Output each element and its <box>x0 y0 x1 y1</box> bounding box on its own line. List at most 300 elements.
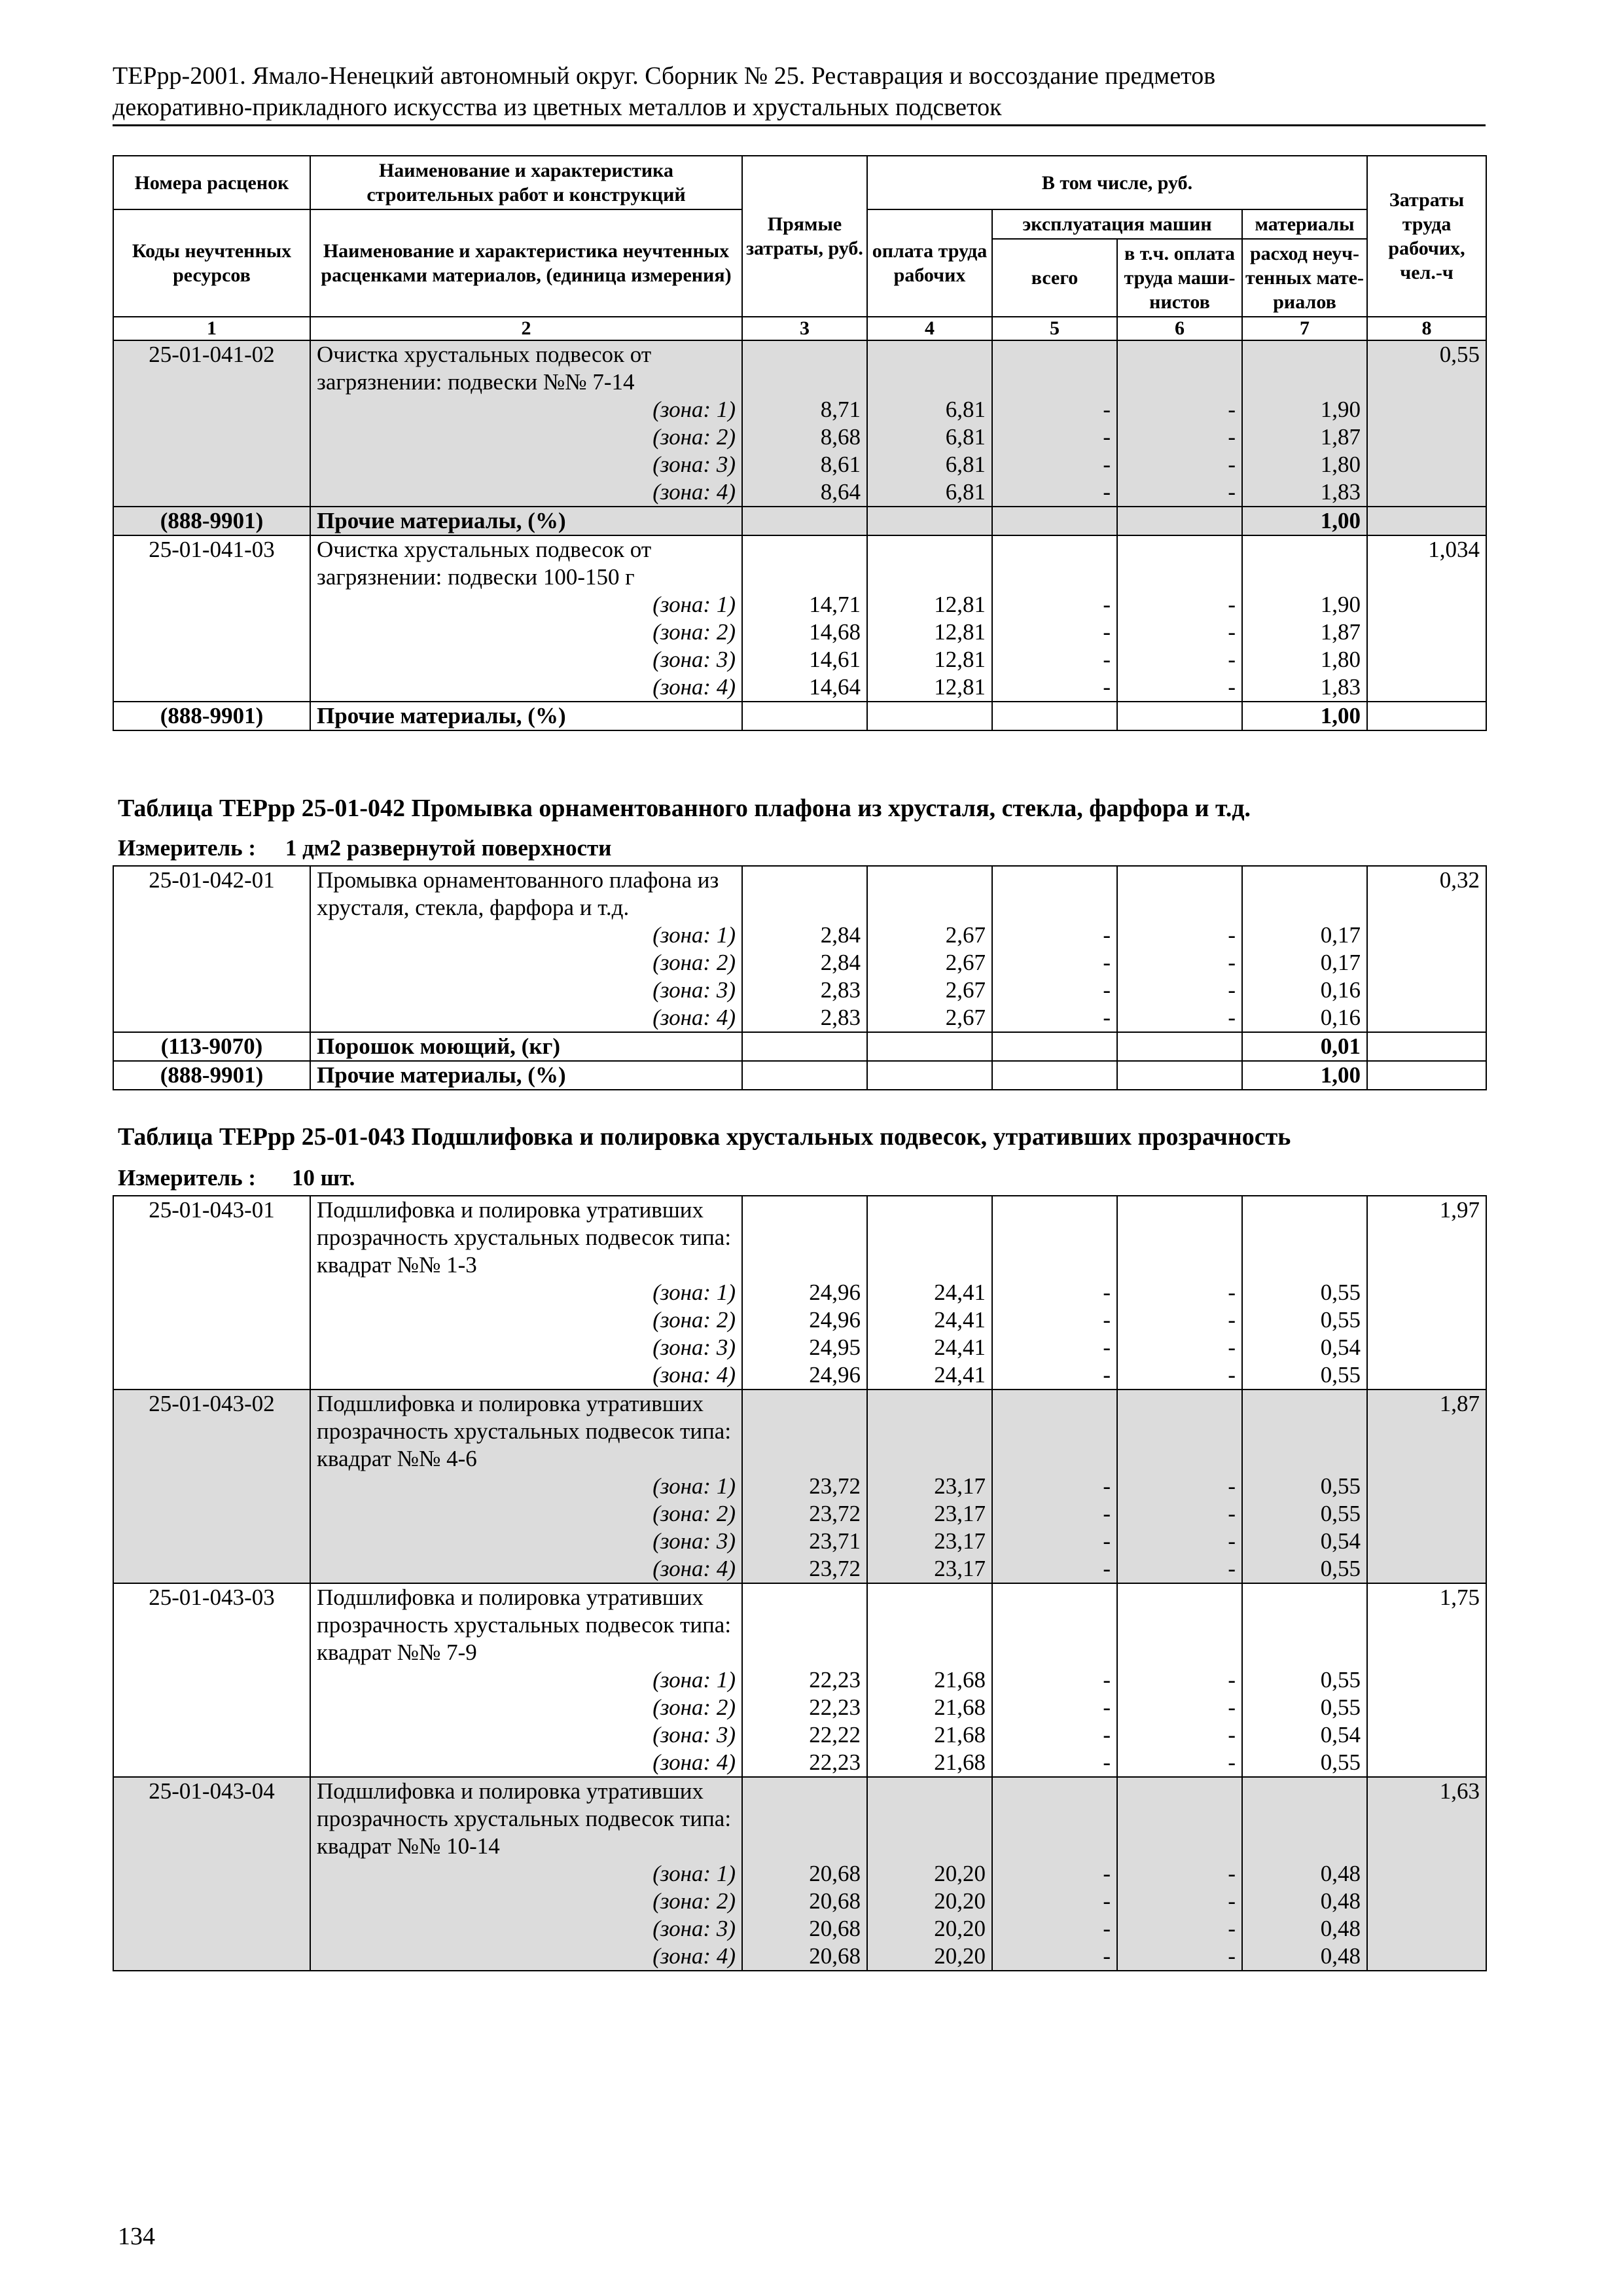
zone-value: - <box>1103 1556 1111 1581</box>
zone-value: - <box>1103 1473 1111 1499</box>
zone-value: 23,72 <box>809 1473 861 1499</box>
rates-table-042 <box>113 865 1487 1090</box>
zone-value: 0,48 <box>1320 1943 1361 1969</box>
name-spacer <box>999 1390 1111 1473</box>
rate-name: Очистка хрустальных подвесок от загрязнении: подвески 100-150 г <box>317 537 652 590</box>
rate-row <box>113 535 1486 702</box>
zone-label: (зона: 2) <box>652 1888 736 1914</box>
zone-value: 21,68 <box>934 1749 986 1775</box>
direct-cost <box>742 866 867 1032</box>
name-spacer <box>999 1778 1111 1860</box>
zone-value: 20,68 <box>809 1861 861 1886</box>
zone-label: (зона: 4) <box>652 1943 736 1969</box>
zone-value: - <box>1228 977 1236 1003</box>
materials-cost <box>1242 866 1367 1032</box>
zone-label: (зона: 3) <box>652 1528 736 1554</box>
zone-value: - <box>1228 1005 1236 1030</box>
machines-total <box>992 1390 1117 1583</box>
column-number: 7 <box>1242 317 1367 340</box>
materials-cost <box>1242 1777 1367 1971</box>
zone-value: 0,55 <box>1320 1556 1361 1581</box>
zone-label: (зона: 3) <box>652 977 736 1003</box>
zone-value: 1,83 <box>1320 479 1361 505</box>
rate-description <box>310 1390 742 1583</box>
zone-value: 0,55 <box>1320 1749 1361 1775</box>
header-line-1: ТЕРрр-2001. Ямало-Ненецкий автономный округ. Сборник № 25. Реставрация и воссоздание предметов <box>113 62 1216 90</box>
machines-labor <box>1117 1390 1242 1583</box>
empty-cell <box>992 702 1117 730</box>
rate-description <box>310 1196 742 1390</box>
rate-description <box>310 535 742 702</box>
machines-labor <box>1117 1777 1242 1971</box>
zone-value: 6,81 <box>945 452 986 477</box>
zone-value: - <box>1228 452 1236 477</box>
col-code-bottom: Коды неучтенных ресурсов <box>113 209 310 317</box>
zone-value: 0,54 <box>1320 1722 1361 1748</box>
name-spacer <box>1249 1778 1361 1860</box>
machines-total <box>992 1583 1117 1777</box>
col-machines: эксплуатация машин <box>992 209 1242 239</box>
page-number: 134 <box>118 2223 155 2250</box>
zone-value: 22,23 <box>809 1749 861 1775</box>
direct-cost <box>742 1777 867 1971</box>
name-spacer <box>1124 341 1236 396</box>
header-rule <box>113 124 1486 126</box>
zone-value: 21,68 <box>934 1695 986 1720</box>
zone-label: (зона: 2) <box>652 1501 736 1526</box>
zone-value: - <box>1228 950 1236 975</box>
column-number: 3 <box>742 317 867 340</box>
name-spacer <box>1249 867 1361 922</box>
empty-cell <box>1367 1061 1486 1090</box>
material-amount: 1,00 <box>1242 507 1367 535</box>
zone-value: 0,55 <box>1320 1501 1361 1526</box>
materials-cost <box>1242 340 1367 507</box>
machines-total <box>992 340 1117 507</box>
zone-value: 23,17 <box>934 1528 986 1554</box>
name-spacer <box>749 536 861 591</box>
zone-value: - <box>1103 977 1111 1003</box>
zone-value: 14,64 <box>809 674 861 700</box>
zone-value: 8,61 <box>820 452 861 477</box>
direct-cost <box>742 1583 867 1777</box>
zone-value: - <box>1228 674 1236 700</box>
zone-value: 6,81 <box>945 424 986 450</box>
material-row <box>113 702 1486 730</box>
zone-value: - <box>1228 619 1236 645</box>
table-042-caption: Таблица ТЕРрр 25-01-042 Промывка орнаментованного плафона из хрусталя, стекла, фарфора и т.д. <box>118 795 1251 822</box>
rate-code: 25-01-043-04 <box>113 1777 310 1971</box>
zone-value: 0,55 <box>1320 1362 1361 1388</box>
zone-value: - <box>1103 1501 1111 1526</box>
zone-value: 0,16 <box>1320 977 1361 1003</box>
material-row <box>113 1032 1486 1061</box>
name-spacer <box>1249 341 1361 396</box>
name-spacer <box>1124 1196 1236 1279</box>
header-line-2: декоративно-прикладного искусства из цветных металлов и хрустальных подсветок <box>113 94 1002 121</box>
rates-table-041 <box>113 155 1487 731</box>
column-number: 5 <box>992 317 1117 340</box>
col-name-top: Наименование и характеристика строительных работ и конструкций <box>310 156 742 209</box>
zone-value: 24,41 <box>934 1280 986 1305</box>
zone-value: - <box>1103 1005 1111 1030</box>
zone-value: - <box>1103 1528 1111 1554</box>
machines-total <box>992 1196 1117 1390</box>
material-code: (888-9901) <box>113 507 310 535</box>
material-amount: 1,00 <box>1242 1061 1367 1090</box>
column-number: 6 <box>1117 317 1242 340</box>
zone-value: 23,71 <box>809 1528 861 1554</box>
col-labor: оплата труда рабочих <box>867 209 992 317</box>
rate-name: Подшлифовка и полировка утративших прозрачность хрустальных подвесок типа: квадрат №№ 10-14 <box>317 1778 732 1859</box>
rate-code: 25-01-041-02 <box>113 340 310 507</box>
zone-value: - <box>1228 1888 1236 1914</box>
zone-label: (зона: 4) <box>652 1005 736 1030</box>
col-materials-exp: расход неуч-тенных мате-риалов <box>1242 239 1367 317</box>
zone-value: - <box>1228 647 1236 672</box>
zone-value: 1,80 <box>1320 452 1361 477</box>
zone-value: 8,68 <box>820 424 861 450</box>
zone-value: - <box>1228 1473 1236 1499</box>
zone-label: (зона: 3) <box>652 1916 736 1941</box>
zone-value: 24,41 <box>934 1335 986 1360</box>
zone-value: - <box>1228 1501 1236 1526</box>
zone-value: - <box>1103 1307 1111 1333</box>
direct-cost <box>742 340 867 507</box>
zone-value: 23,72 <box>809 1501 861 1526</box>
zone-value: 2,67 <box>945 922 986 948</box>
zone-value: 0,17 <box>1320 922 1361 948</box>
direct-cost <box>742 535 867 702</box>
name-spacer <box>999 1196 1111 1279</box>
name-spacer <box>999 341 1111 396</box>
zone-value: 24,41 <box>934 1362 986 1388</box>
zone-value: 1,90 <box>1320 592 1361 617</box>
zone-value: 0,55 <box>1320 1280 1361 1305</box>
zone-label: (зона: 2) <box>652 1695 736 1720</box>
zone-value: 20,20 <box>934 1861 986 1886</box>
machines-total <box>992 535 1117 702</box>
material-code: (888-9901) <box>113 702 310 730</box>
zone-value: 2,67 <box>945 977 986 1003</box>
name-spacer <box>999 1584 1111 1666</box>
zone-value: 23,17 <box>934 1556 986 1581</box>
zone-value: 12,81 <box>934 674 986 700</box>
zone-value: 23,17 <box>934 1501 986 1526</box>
zone-label: (зона: 1) <box>652 1280 736 1305</box>
name-spacer <box>749 1390 861 1473</box>
zone-value: 24,96 <box>809 1307 861 1333</box>
zone-value: 0,48 <box>1320 1861 1361 1886</box>
zone-label: (зона: 2) <box>652 1307 736 1333</box>
material-name: Прочие материалы, (%) <box>310 702 742 730</box>
machines-labor <box>1117 340 1242 507</box>
column-number: 8 <box>1367 317 1486 340</box>
zone-value: - <box>1103 1695 1111 1720</box>
labor-hours: 0,55 <box>1367 340 1486 507</box>
labor-cost <box>867 866 992 1032</box>
material-name: Прочие материалы, (%) <box>310 1061 742 1090</box>
zone-value: 2,84 <box>820 950 861 975</box>
table-043-caption: Таблица ТЕРрр 25-01-043 Подшлифовка и полировка хрустальных подвесок, утративших прозрачность <box>118 1123 1291 1151</box>
zone-value: 14,71 <box>809 592 861 617</box>
zone-label: (зона: 1) <box>652 592 736 617</box>
unit-value: 1 дм2 развернутой поверхности <box>285 835 612 861</box>
zone-value: 12,81 <box>934 619 986 645</box>
empty-cell <box>742 1061 867 1090</box>
zone-value: - <box>1103 647 1111 672</box>
zone-value: - <box>1228 1307 1236 1333</box>
machines-labor <box>1117 535 1242 702</box>
rate-description <box>310 1583 742 1777</box>
material-code: (888-9901) <box>113 1061 310 1090</box>
empty-cell <box>742 507 867 535</box>
zone-value: 23,72 <box>809 1556 861 1581</box>
zone-value: - <box>1103 397 1111 422</box>
rate-row <box>113 1390 1486 1583</box>
labor-hours: 1,97 <box>1367 1196 1486 1390</box>
empty-cell <box>742 1032 867 1061</box>
zone-value: 0,48 <box>1320 1888 1361 1914</box>
zone-value: - <box>1228 1695 1236 1720</box>
material-row <box>113 507 1486 535</box>
zone-value: - <box>1228 1916 1236 1941</box>
empty-cell <box>867 1061 992 1090</box>
rate-description <box>310 340 742 507</box>
zone-value: - <box>1228 1335 1236 1360</box>
zone-value: 2,83 <box>820 977 861 1003</box>
zone-value: - <box>1103 950 1111 975</box>
materials-cost <box>1242 535 1367 702</box>
direct-cost <box>742 1390 867 1583</box>
zone-label: (зона: 3) <box>652 452 736 477</box>
zone-value: - <box>1103 1861 1111 1886</box>
zone-value: - <box>1103 424 1111 450</box>
empty-cell <box>992 1061 1117 1090</box>
zone-label: (зона: 1) <box>652 1861 736 1886</box>
rate-row <box>113 1196 1486 1390</box>
zone-label: (зона: 1) <box>652 1667 736 1693</box>
zone-value: 20,68 <box>809 1888 861 1914</box>
material-amount: 1,00 <box>1242 702 1367 730</box>
materials-cost <box>1242 1390 1367 1583</box>
col-machines-total: всего <box>992 239 1117 317</box>
labor-cost <box>867 1390 992 1583</box>
name-spacer <box>999 867 1111 922</box>
zone-label: (зона: 2) <box>652 424 736 450</box>
zone-value: 12,81 <box>934 647 986 672</box>
zone-value: 2,84 <box>820 922 861 948</box>
zone-value: 20,20 <box>934 1943 986 1969</box>
rate-row <box>113 1777 1486 1971</box>
zone-value: - <box>1103 1888 1111 1914</box>
name-spacer <box>1249 1390 1361 1473</box>
labor-hours: 0,32 <box>1367 866 1486 1032</box>
machines-total <box>992 866 1117 1032</box>
zone-label: (зона: 3) <box>652 1335 736 1360</box>
name-spacer <box>1249 1196 1361 1279</box>
rate-description <box>310 1777 742 1971</box>
empty-cell <box>1117 702 1242 730</box>
labor-cost <box>867 1777 992 1971</box>
zone-label: (зона: 4) <box>652 674 736 700</box>
name-spacer <box>1124 536 1236 591</box>
column-number: 1 <box>113 317 310 340</box>
zone-value: 6,81 <box>945 479 986 505</box>
zone-value: 1,83 <box>1320 674 1361 700</box>
col-code-top: Номера расценок <box>113 156 310 209</box>
empty-cell <box>1367 507 1486 535</box>
zone-value: 20,68 <box>809 1943 861 1969</box>
zone-value: - <box>1103 1722 1111 1748</box>
zone-value: 14,61 <box>809 647 861 672</box>
machines-labor <box>1117 1196 1242 1390</box>
table-042-unit <box>118 835 611 861</box>
name-spacer <box>1124 1584 1236 1666</box>
labor-hours: 1,034 <box>1367 535 1486 702</box>
machines-labor <box>1117 1583 1242 1777</box>
labor-cost <box>867 340 992 507</box>
zone-value: - <box>1103 1749 1111 1775</box>
table-043-unit <box>118 1165 355 1191</box>
material-code: (113-9070) <box>113 1032 310 1061</box>
zone-label: (зона: 4) <box>652 479 736 505</box>
zone-value: - <box>1103 1667 1111 1693</box>
zone-value: 2,67 <box>945 950 986 975</box>
zone-label: (зона: 2) <box>652 950 736 975</box>
empty-cell <box>1367 1032 1486 1061</box>
labor-cost <box>867 1196 992 1390</box>
rates-table-043 <box>113 1195 1487 1971</box>
zone-label: (зона: 4) <box>652 1362 736 1388</box>
zone-value: 0,55 <box>1320 1307 1361 1333</box>
rate-description <box>310 866 742 1032</box>
rate-code: 25-01-043-02 <box>113 1390 310 1583</box>
zone-value: 0,54 <box>1320 1335 1361 1360</box>
zone-value: 2,67 <box>945 1005 986 1030</box>
zone-value: 24,96 <box>809 1362 861 1388</box>
rate-code: 25-01-043-01 <box>113 1196 310 1390</box>
materials-cost <box>1242 1583 1367 1777</box>
material-name: Порошок моющий, (кг) <box>310 1032 742 1061</box>
rate-name: Подшлифовка и полировка утративших прозрачность хрустальных подвесок типа: квадрат №№ 7-9 <box>317 1585 732 1665</box>
zone-value: - <box>1228 922 1236 948</box>
labor-cost <box>867 1583 992 1777</box>
empty-cell <box>867 507 992 535</box>
zone-label: (зона: 3) <box>652 647 736 672</box>
labor-hours: 1,75 <box>1367 1583 1486 1777</box>
empty-cell <box>1367 702 1486 730</box>
zone-value: 1,87 <box>1320 619 1361 645</box>
zone-value: - <box>1228 1556 1236 1581</box>
zone-value: - <box>1228 1362 1236 1388</box>
empty-cell <box>742 702 867 730</box>
col-materials: материалы <box>1242 209 1367 239</box>
zone-value: - <box>1228 1722 1236 1748</box>
zone-value: - <box>1228 1943 1236 1969</box>
material-row <box>113 1061 1486 1090</box>
name-spacer <box>874 1390 986 1473</box>
name-spacer <box>874 1584 986 1666</box>
zone-value: 0,55 <box>1320 1695 1361 1720</box>
name-spacer <box>1249 1584 1361 1666</box>
name-spacer <box>749 341 861 396</box>
zone-value: 24,96 <box>809 1280 861 1305</box>
labor-hours: 1,63 <box>1367 1777 1486 1971</box>
zone-value: 20,68 <box>809 1916 861 1941</box>
unit-value: 10 шт. <box>291 1165 355 1191</box>
zone-value: - <box>1228 479 1236 505</box>
zone-value: - <box>1103 1943 1111 1969</box>
zone-value: - <box>1228 1667 1236 1693</box>
name-spacer <box>1124 867 1236 922</box>
rate-code: 25-01-042-01 <box>113 866 310 1032</box>
zone-value: - <box>1103 1362 1111 1388</box>
zone-value: 20,20 <box>934 1916 986 1941</box>
zone-value: - <box>1103 479 1111 505</box>
zone-value: 0,54 <box>1320 1528 1361 1554</box>
zone-value: - <box>1103 619 1111 645</box>
material-name: Прочие материалы, (%) <box>310 507 742 535</box>
name-spacer <box>1124 1778 1236 1860</box>
zone-label: (зона: 4) <box>652 1556 736 1581</box>
name-spacer <box>874 867 986 922</box>
col-name-bottom: Наименование и характеристика неучтенных расценками материалов, (единица измерения) <box>310 209 742 317</box>
machines-total <box>992 1777 1117 1971</box>
unit-label: Измеритель : <box>118 835 257 861</box>
direct-cost <box>742 1196 867 1390</box>
col-machines-labor: в т.ч. оплата труда маши-нистов <box>1117 239 1242 317</box>
materials-cost <box>1242 1196 1367 1390</box>
zone-value: 0,55 <box>1320 1473 1361 1499</box>
zone-label: (зона: 2) <box>652 619 736 645</box>
zone-label: (зона: 1) <box>652 922 736 948</box>
zone-value: 24,95 <box>809 1335 861 1360</box>
zone-value: 21,68 <box>934 1667 986 1693</box>
zone-value: - <box>1103 1916 1111 1941</box>
material-amount: 0,01 <box>1242 1032 1367 1061</box>
zone-value: - <box>1103 674 1111 700</box>
name-spacer <box>749 1584 861 1666</box>
empty-cell <box>867 1032 992 1061</box>
zone-value: - <box>1228 592 1236 617</box>
name-spacer <box>874 1196 986 1279</box>
name-spacer <box>749 867 861 922</box>
empty-cell <box>1117 507 1242 535</box>
zone-value: 20,20 <box>934 1888 986 1914</box>
zone-value: 22,23 <box>809 1667 861 1693</box>
zone-value: - <box>1228 424 1236 450</box>
rate-row <box>113 866 1486 1032</box>
zone-value: 12,81 <box>934 592 986 617</box>
rate-name: Подшлифовка и полировка утративших прозрачность хрустальных подвесок типа: квадрат №№ 4-6 <box>317 1391 732 1471</box>
zone-value: 14,68 <box>809 619 861 645</box>
col-incl: В том числе, руб. <box>867 156 1367 209</box>
name-spacer <box>874 536 986 591</box>
zone-value: 8,71 <box>820 397 861 422</box>
name-spacer <box>874 1778 986 1860</box>
labor-hours: 1,87 <box>1367 1390 1486 1583</box>
name-spacer <box>1249 536 1361 591</box>
zone-value: - <box>1228 1861 1236 1886</box>
empty-cell <box>1117 1032 1242 1061</box>
zone-value: 0,55 <box>1320 1667 1361 1693</box>
empty-cell <box>992 1032 1117 1061</box>
page-header <box>113 60 1487 123</box>
labor-cost <box>867 535 992 702</box>
rate-row <box>113 340 1486 507</box>
zone-value: - <box>1103 1335 1111 1360</box>
